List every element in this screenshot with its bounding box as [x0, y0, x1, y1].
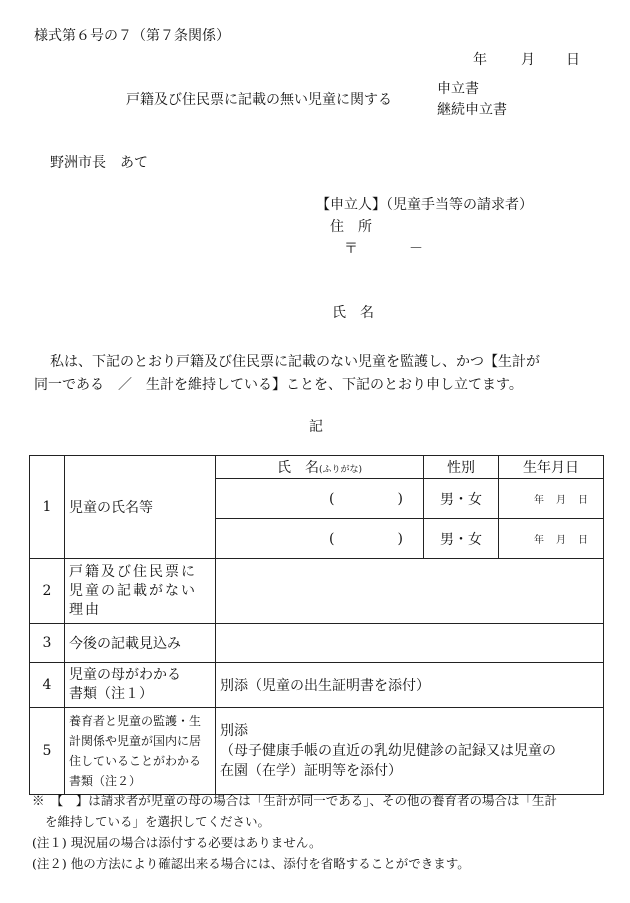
header-sex: 性別 — [424, 456, 499, 479]
evidence-line: 別添 — [220, 723, 248, 739]
row-label — [65, 663, 216, 708]
addressee: 野洲市長 あて — [50, 155, 148, 171]
evidence-line: （母子健康手帳の直近の乳幼児健診の記録又は児童の — [220, 743, 556, 759]
note-1: (注１) 現況届の場合は添付する必要はありません。 — [32, 835, 322, 850]
header-name-ruby: (ふりがな) — [318, 465, 363, 475]
table-row — [30, 708, 604, 795]
date-day: 日 — [566, 52, 580, 68]
row-label: 養育者と児童の監護・生計関係や児童が国内に居住していることがわかる書類（注２） — [65, 708, 216, 795]
row-number: 4 — [30, 663, 65, 708]
postal-dash: － — [409, 241, 423, 257]
paren-close: ) — [397, 530, 403, 547]
row-number: 5 — [30, 708, 65, 795]
title-option-application: 申立書 — [437, 81, 479, 97]
statement-line-2: 同一である ／ 生計を維持している】ことを、下記のとおり申し立てます。 — [34, 377, 523, 393]
applicant-heading: 【申立人】（児童手当等の請求者） — [316, 197, 533, 213]
reason-cell[interactable] — [216, 559, 604, 624]
table-header-row — [30, 456, 604, 479]
birth-cell[interactable]: 年 月 日 — [499, 479, 604, 519]
header-name-text: 氏 名 — [276, 460, 319, 476]
evidence-doc-cell — [216, 708, 604, 795]
note-star-cont: を維持している」を選択してください。 — [45, 814, 271, 829]
row-label: 戸籍及び住民票に児童の記載がない理由 — [65, 559, 216, 624]
table-row — [30, 663, 604, 708]
paren-open: ( — [329, 530, 335, 547]
child-name-cell[interactable] — [216, 479, 424, 519]
mother-doc-cell: 別添（児童の出生証明書を添付） — [216, 663, 604, 708]
postal-mark: 〒 — [344, 241, 358, 257]
row-number: 2 — [30, 559, 65, 624]
sex-cell[interactable]: 男・女 — [424, 519, 499, 559]
row-label: 児童の氏名等 — [65, 456, 216, 559]
evidence-line: 在園（在学）証明等を添付） — [220, 763, 402, 779]
row-label-line: 書類（注１） — [69, 686, 153, 702]
address-label: 住 所 — [330, 219, 372, 235]
ki-heading: 記 — [309, 419, 323, 435]
date-year: 年 — [473, 52, 487, 68]
date-month: 月 — [521, 52, 535, 68]
child-info-table — [29, 455, 604, 795]
row-number: 1 — [30, 456, 65, 559]
row-label: 今後の記載見込み — [65, 624, 216, 663]
table-row — [30, 624, 604, 663]
paren-open: ( — [329, 490, 335, 507]
statement-line-1: 私は、下記のとおり戸籍及び住民票に記載のない児童を監護し、かつ【生計が — [50, 354, 540, 370]
header-name — [216, 456, 424, 479]
paren-close: ) — [397, 490, 403, 507]
birth-cell[interactable]: 年 月 日 — [499, 519, 604, 559]
notes — [32, 790, 607, 874]
note-star: ※ 【 】は請求者が児童の母の場合は「生計が同一である」、その他の養育者の場合は「生計 — [32, 793, 558, 808]
outlook-cell[interactable] — [216, 624, 604, 663]
table-row — [30, 559, 604, 624]
form-number: 様式第６号の７（第７条関係） — [34, 28, 230, 44]
note-2: (注２) 他の方法により確認出来る場合には、添付を省略することができます。 — [32, 856, 470, 871]
header-birth: 生年月日 — [499, 456, 604, 479]
name-label: 氏 名 — [332, 305, 374, 321]
row-number: 3 — [30, 624, 65, 663]
child-name-cell[interactable] — [216, 519, 424, 559]
sex-cell[interactable]: 男・女 — [424, 479, 499, 519]
row-label-line: 児童の母がわかる — [69, 667, 181, 683]
title-option-continuation: 継続申立書 — [437, 102, 507, 118]
title-prefix: 戸籍及び住民票に記載の無い児童に関する — [126, 92, 392, 108]
